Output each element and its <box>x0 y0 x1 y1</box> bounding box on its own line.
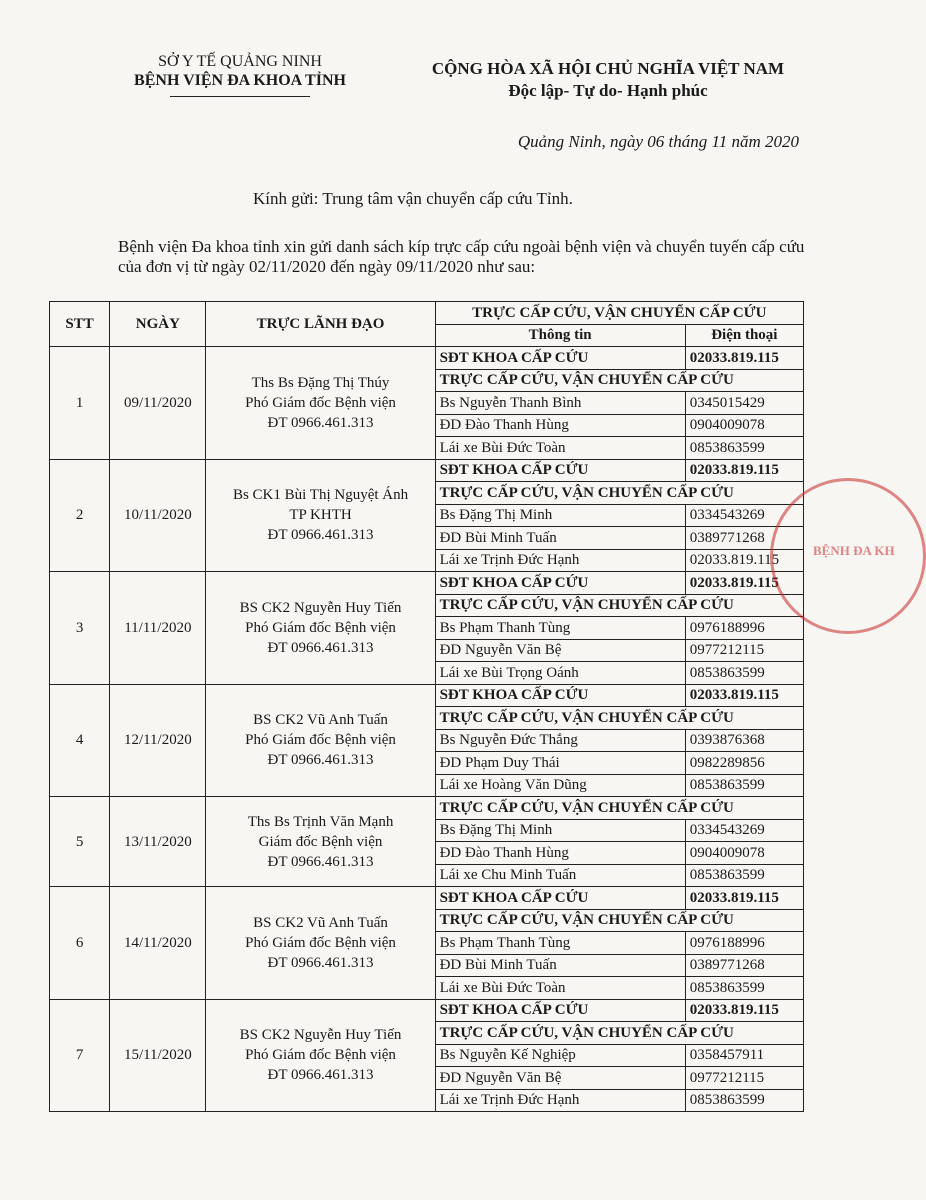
leader-name: BS CK2 Vũ Anh Tuấn <box>253 712 388 729</box>
row-leader <box>206 797 435 887</box>
staff-name: Lái xe Bùi Trọng Oánh <box>435 662 685 685</box>
header-day: NGÀY <box>110 302 206 347</box>
hotline-label: SĐT KHOA CẤP CỨU <box>435 999 685 1022</box>
staff-name: ĐD Nguyễn Văn Bệ <box>435 1067 685 1090</box>
greeting: Kính gửi: Trung tâm vận chuyển cấp cứu Tỉnh. <box>253 189 573 208</box>
staff-name: ĐD Bùi Minh Tuấn <box>435 527 685 550</box>
row-date: 15/11/2020 <box>110 999 206 1112</box>
table-body <box>50 347 804 1112</box>
leader-phone: ĐT 0966.461.313 <box>267 527 374 544</box>
staff-phone: 0389771268 <box>685 527 803 550</box>
hotline-label: SĐT KHOA CẤP CỨU <box>435 347 685 370</box>
staff-name: Lái xe Trịnh Đức Hạnh <box>435 1089 685 1112</box>
leader-title: Phó Giám đốc Bệnh viện <box>245 934 396 951</box>
row-stt: 1 <box>50 347 110 460</box>
row-leader <box>206 999 435 1112</box>
document-date: Quảng Ninh, ngày 06 tháng 11 năm 2020 <box>517 132 799 151</box>
leader-name: Bs CK1 Bùi Thị Nguyệt Ánh <box>232 487 409 504</box>
leader-phone: ĐT 0966.461.313 <box>267 414 374 431</box>
leader-phone: ĐT 0966.461.313 <box>267 1067 374 1084</box>
staff-phone: 02033.819.115 <box>685 549 803 572</box>
hotline-label: SĐT KHOA CẤP CỨU <box>435 887 685 910</box>
staff-name: Bs Nguyễn Đức Thắng <box>435 729 685 752</box>
org-name: BỆNH VIỆN ĐA KHOA TỈNH <box>134 72 346 89</box>
staff-name: Bs Phạm Thanh Tùng <box>435 932 685 955</box>
leader-name: BS CK2 Nguyễn Huy Tiến <box>239 1027 402 1044</box>
table-row <box>50 999 804 1022</box>
group-label: TRỰC CẤP CỨU, VẬN CHUYỂN CẤP CỨU <box>435 594 803 617</box>
staff-name: Bs Nguyễn Kế Nghiệp <box>435 1044 685 1067</box>
table-row <box>50 459 804 482</box>
leader-name: Ths Bs Trịnh Văn Mạnh <box>247 813 394 830</box>
staff-phone: 0853863599 <box>685 864 803 887</box>
hotline-number: 02033.819.115 <box>685 459 803 482</box>
staff-phone: 0977212115 <box>685 639 803 662</box>
org-underline <box>170 96 310 97</box>
staff-name: Lái xe Hoàng Văn Dũng <box>435 774 685 797</box>
leader-title: Phó Giám đốc Bệnh viện <box>245 619 396 636</box>
hotline-label: SĐT KHOA CẤP CỨU <box>435 684 685 707</box>
staff-phone: 0976188996 <box>685 617 803 640</box>
header-stt: STT <box>50 302 110 347</box>
leader-name: BS CK2 Vũ Anh Tuấn <box>253 914 388 931</box>
row-date: 09/11/2020 <box>110 347 206 460</box>
leader-phone: ĐT 0966.461.313 <box>267 853 374 870</box>
duty-table <box>49 301 804 1112</box>
staff-name: Bs Đặng Thị Minh <box>435 819 685 842</box>
row-stt: 6 <box>50 887 110 1000</box>
row-date: 12/11/2020 <box>110 684 206 797</box>
group-label: TRỰC CẤP CỨU, VẬN CHUYỂN CẤP CỨU <box>435 369 803 392</box>
group-label: TRỰC CẤP CỨU, VẬN CHUYỂN CẤP CỨU <box>435 797 803 820</box>
staff-phone: 0976188996 <box>685 932 803 955</box>
staff-name: Lái xe Trịnh Đức Hạnh <box>435 549 685 572</box>
staff-name: ĐD Bùi Minh Tuấn <box>435 954 685 977</box>
row-stt: 2 <box>50 459 110 572</box>
table-header-row <box>50 302 804 325</box>
leader-phone: ĐT 0966.461.313 <box>267 639 374 656</box>
staff-phone: 0977212115 <box>685 1067 803 1090</box>
row-stt: 7 <box>50 999 110 1112</box>
staff-name: Lái xe Chu Minh Tuấn <box>435 864 685 887</box>
staff-name: Bs Phạm Thanh Tùng <box>435 617 685 640</box>
row-leader <box>206 684 435 797</box>
row-date: 14/11/2020 <box>110 887 206 1000</box>
staff-name: ĐD Đào Thanh Hùng <box>435 414 685 437</box>
row-leader <box>206 887 435 1000</box>
national-header <box>398 58 818 102</box>
staff-name: Bs Nguyễn Thanh Bình <box>435 392 685 415</box>
hotline-number: 02033.819.115 <box>685 684 803 707</box>
country-name: CỘNG HÒA XÃ HỘI CHỦ NGHĨA VIỆT NAM <box>431 59 785 78</box>
leader-title: Giám đốc Bệnh viện <box>258 833 383 850</box>
intro-paragraph: Bệnh viện Đa khoa tỉnh xin gửi danh sách kíp trực cấp cứu ngoài bệnh viện và chuyển tuyến cấp cứu của đơn vị từ ngày 02/11/2020 đến ngày 09/11/2020 như sau: <box>118 237 805 276</box>
staff-phone: 0358457911 <box>685 1044 803 1067</box>
staff-name: ĐD Nguyễn Văn Bệ <box>435 639 685 662</box>
org-header <box>95 52 385 97</box>
staff-phone: 0853863599 <box>685 1089 803 1112</box>
staff-phone: 0853863599 <box>685 774 803 797</box>
hotline-number: 02033.819.115 <box>685 572 803 595</box>
staff-phone: 0389771268 <box>685 954 803 977</box>
org-parent: SỞ Y TẾ QUẢNG NINH <box>158 53 322 70</box>
leader-phone: ĐT 0966.461.313 <box>267 954 374 971</box>
staff-phone: 0904009078 <box>685 414 803 437</box>
staff-phone: 0334543269 <box>685 504 803 527</box>
hotline-label: SĐT KHOA CẤP CỨU <box>435 459 685 482</box>
staff-phone: 0853863599 <box>685 977 803 1000</box>
staff-phone: 0904009078 <box>685 842 803 865</box>
group-label: TRỰC CẤP CỨU, VẬN CHUYỂN CẤP CỨU <box>435 707 803 730</box>
row-stt: 4 <box>50 684 110 797</box>
staff-name: Bs Đặng Thị Minh <box>435 504 685 527</box>
table-row <box>50 347 804 370</box>
hotline-label: SĐT KHOA CẤP CỨU <box>435 572 685 595</box>
table-row <box>50 684 804 707</box>
table-row <box>50 572 804 595</box>
staff-name: ĐD Phạm Duy Thái <box>435 752 685 775</box>
header-phone: Điện thoại <box>685 324 803 347</box>
staff-phone: 0334543269 <box>685 819 803 842</box>
header-group: TRỰC CẤP CỨU, VẬN CHUYỂN CẤP CỨU <box>435 302 803 325</box>
leader-title: TP KHTH <box>289 507 352 524</box>
hotline-number: 02033.819.115 <box>685 887 803 910</box>
leader-phone: ĐT 0966.461.313 <box>267 752 374 769</box>
header-leader: TRỰC LÃNH ĐẠO <box>206 302 435 347</box>
row-date: 13/11/2020 <box>110 797 206 887</box>
row-stt: 3 <box>50 572 110 685</box>
staff-name: Lái xe Bùi Đức Toàn <box>435 437 685 460</box>
header-info: Thông tin <box>435 324 685 347</box>
group-label: TRỰC CẤP CỨU, VẬN CHUYỂN CẤP CỨU <box>435 1022 803 1045</box>
row-stt: 5 <box>50 797 110 887</box>
staff-phone: 0982289856 <box>685 752 803 775</box>
row-date: 11/11/2020 <box>110 572 206 685</box>
group-label: TRỰC CẤP CỨU, VẬN CHUYỂN CẤP CỨU <box>435 482 803 505</box>
hotline-number: 02033.819.115 <box>685 999 803 1022</box>
staff-phone: 0853863599 <box>685 437 803 460</box>
leader-name: Ths Bs Đặng Thị Thúy <box>251 374 390 391</box>
leader-title: Phó Giám đốc Bệnh viện <box>245 394 396 411</box>
hospital-stamp: BỆNH ĐA KH <box>770 478 926 634</box>
row-leader <box>206 347 435 460</box>
row-leader <box>206 572 435 685</box>
staff-phone: 0853863599 <box>685 662 803 685</box>
group-label: TRỰC CẤP CỨU, VẬN CHUYỂN CẤP CỨU <box>435 909 803 932</box>
staff-phone: 0393876368 <box>685 729 803 752</box>
row-leader <box>206 459 435 572</box>
leader-name: BS CK2 Nguyễn Huy Tiến <box>239 599 402 616</box>
row-date: 10/11/2020 <box>110 459 206 572</box>
leader-title: Phó Giám đốc Bệnh viện <box>245 1047 396 1064</box>
staff-name: ĐD Đào Thanh Hùng <box>435 842 685 865</box>
hotline-number: 02033.819.115 <box>685 347 803 370</box>
table-row <box>50 887 804 910</box>
table-row <box>50 797 804 820</box>
national-motto: Độc lập- Tự do- Hạnh phúc <box>508 81 708 100</box>
staff-phone: 0345015429 <box>685 392 803 415</box>
leader-title: Phó Giám đốc Bệnh viện <box>245 732 396 749</box>
staff-name: Lái xe Bùi Đức Toàn <box>435 977 685 1000</box>
